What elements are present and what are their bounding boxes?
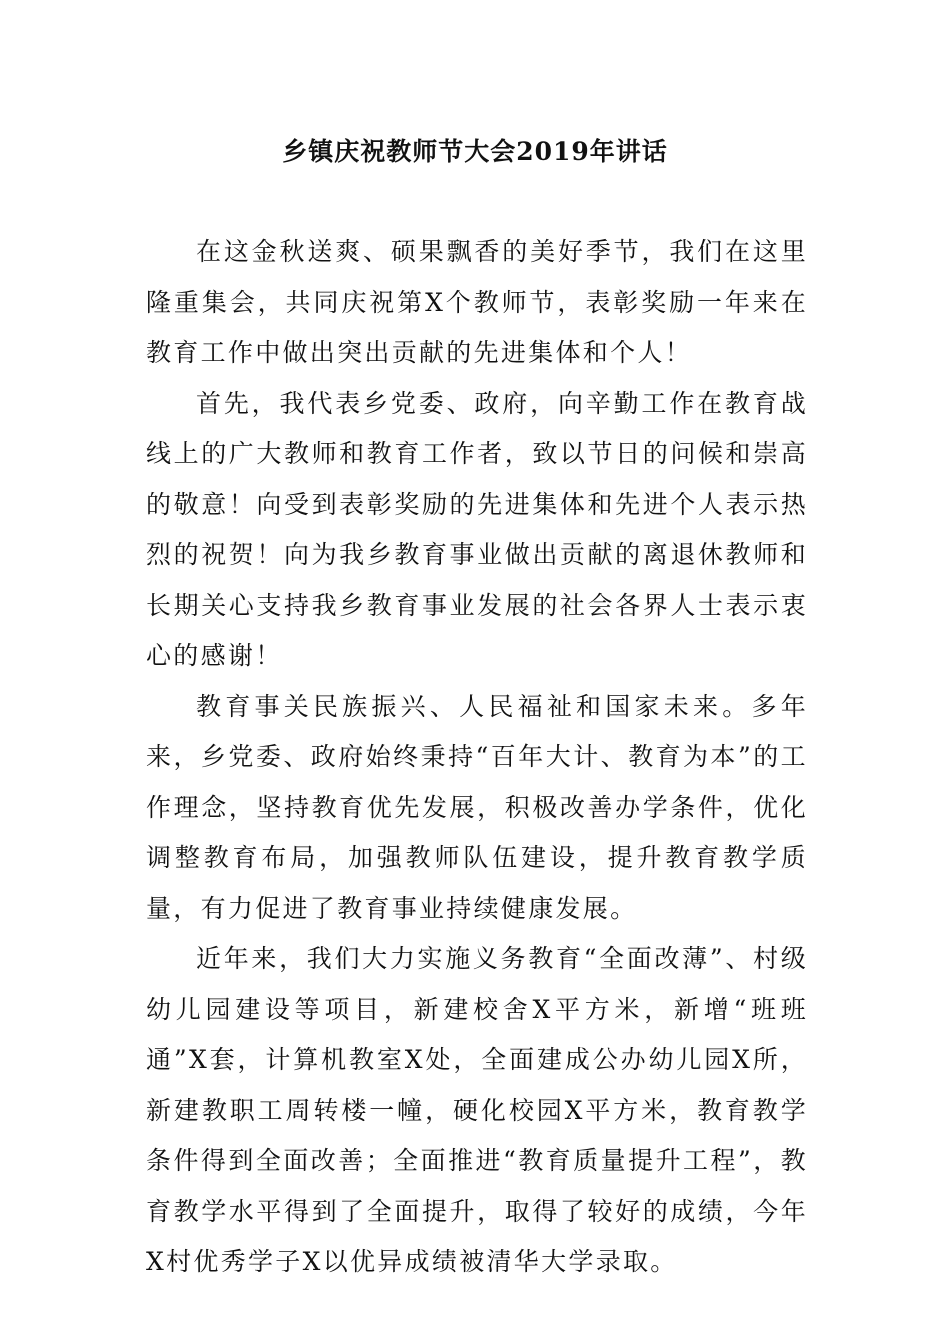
paragraph-4: 近年来，我们大力实施义务教育“全面改薄”、村级幼儿园建设等项目，新建校舍X平方米，新增“班班通”X套，计算机教室X处，全面建成公办幼儿园X所，新建教职工周转楼一幢，硬化校园X平方米，教育教学条件得到全面改善；全面推进“教育质量提升工程”，教育教学水平得到了全面提升，取得了较好的成绩，今年X村优秀学子X以优异成绩被清华大学录取。 [146, 944, 808, 1276]
paragraph-3: 教育事关民族振兴、人民福祉和国家未来。多年来，乡党委、政府始终秉持“百年大计、教育为本”的工作理念，坚持教育优先发展，积极改善办学条件，优化调整教育布局，加强教师队伍建设，提升教育教学质量，有力促进了教育事业持续健康发展。 [146, 691, 808, 923]
document-title: 乡镇庆祝教师节大会2019年讲话 [282, 137, 668, 166]
paragraph-1: 在这金秋送爽、硕果飘香的美好季节，我们在这里隆重集会，共同庆祝第X个教师节，表彰奖励一年来在教育工作中做出突出贡献的先进集体和个人！ [146, 237, 808, 367]
paragraph-2: 首先，我代表乡党委、政府，向辛勤工作在教育战线上的广大教师和教育工作者，致以节日的问候和崇高的敬意！向受到表彰奖励的先进集体和先进个人表示热烈的祝贺！向为我乡教育事业做出贡献的离退休教师和长期关心支持我乡教育事业发展的社会各界人士表示衷心的感谢！ [146, 388, 808, 670]
document-body [146, 227, 808, 1288]
